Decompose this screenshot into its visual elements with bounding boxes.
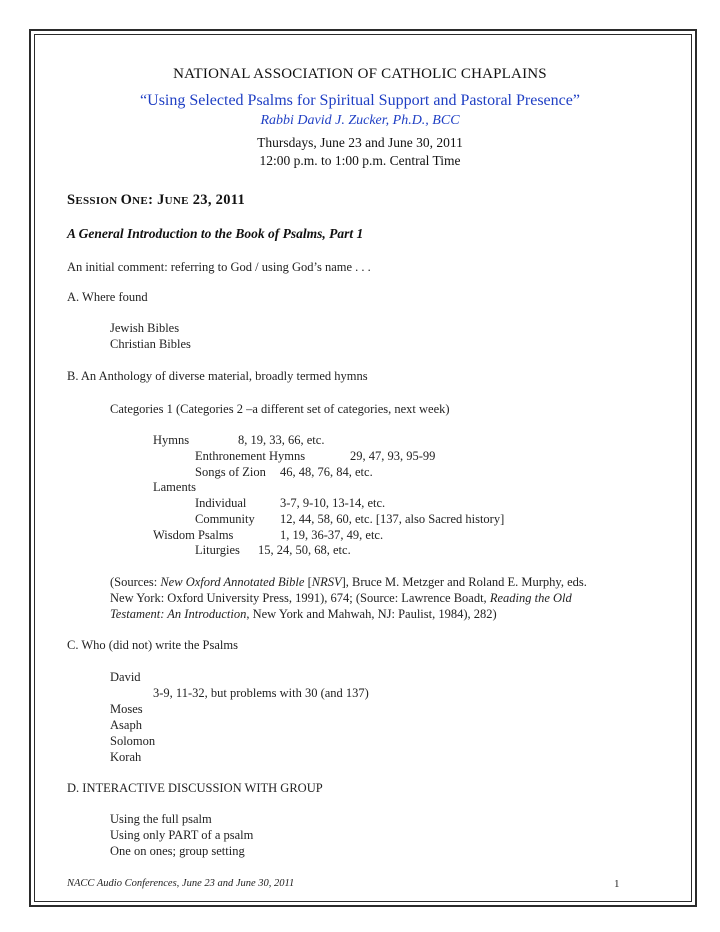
author-line: Rabbi David J. Zucker, Ph.D., BCC	[260, 113, 460, 128]
community-label: Community	[195, 512, 255, 526]
community-refs: 12, 44, 58, 60, etc. [137, also Sacred history]	[280, 512, 505, 526]
section-b-heading: B. An Anthology of diverse material, broadly termed hymns	[67, 369, 368, 383]
sources-line-1: (Sources: New Oxford Annotated Bible [NRSV], Bruce M. Metzger and Roland E. Murphy, eds.	[110, 575, 587, 589]
session-heading: SESSION ONE: JUNE 23, 2011	[67, 192, 246, 208]
list-item: Using the full psalm	[110, 812, 212, 826]
laments-label: Laments	[153, 480, 197, 494]
list-item: Christian Bibles	[110, 337, 191, 351]
sources-line-2: New York: Oxford University Press, 1991), 674; (Source: Lawrence Boadt, Reading the Old	[110, 591, 572, 605]
wisdom-refs: 1, 19, 36-37, 49, etc.	[280, 528, 384, 542]
initial-comment: An initial comment: referring to God / using God’s name . . .	[67, 260, 371, 274]
list-item: One on ones; group setting	[110, 844, 245, 858]
time-line: 12:00 p.m. to 1:00 p.m. Central Time	[259, 153, 461, 168]
page-number: 1	[614, 878, 620, 890]
liturgies-label: Liturgies	[195, 543, 240, 557]
list-item: Korah	[110, 750, 142, 764]
list-item: Using only PART of a psalm	[110, 828, 254, 842]
list-item: Solomon	[110, 734, 156, 748]
section-a-heading: A. Where found	[67, 290, 148, 304]
sources-line-3: Testament: An Introduction, New York and Mahwah, NJ: Paulist, 1984), 282)	[110, 607, 497, 621]
categories-line: Categories 1 (Categories 2 –a different set of categories, next week)	[110, 402, 450, 416]
enthronement-label: Enthronement Hymns	[195, 449, 306, 463]
hymns-label: Hymns	[153, 433, 190, 447]
liturgies-refs: 15, 24, 50, 68, etc.	[258, 543, 351, 557]
dates-line: Thursdays, June 23 and June 30, 2011	[257, 135, 463, 150]
organization-title: NATIONAL ASSOCIATION OF CATHOLIC CHAPLAINS	[173, 66, 547, 82]
section-d-heading: D. INTERACTIVE DISCUSSION WITH GROUP	[67, 781, 323, 795]
enthronement-refs: 29, 47, 93, 95-99	[350, 449, 436, 463]
list-item: Moses	[110, 702, 143, 716]
zion-refs: 46, 48, 76, 84, etc.	[280, 465, 373, 479]
zion-label: Songs of Zion	[195, 465, 266, 479]
section-c-heading: C. Who (did not) write the Psalms	[67, 638, 238, 652]
list-item: Asaph	[110, 718, 142, 732]
footer-text: NACC Audio Conferences, June 23 and June 30, 2011	[67, 878, 295, 889]
wisdom-label: Wisdom Psalms	[153, 528, 234, 542]
list-item: Jewish Bibles	[110, 321, 180, 335]
individual-refs: 3-7, 9-10, 13-14, etc.	[280, 496, 386, 510]
list-item: David	[110, 670, 141, 684]
david-note: 3-9, 11-32, but problems with 30 (and 137)	[153, 686, 369, 700]
introduction-title: A General Introduction to the Book of Psalms, Part 1	[67, 226, 364, 241]
individual-label: Individual	[195, 496, 247, 510]
hymns-refs: 8, 19, 33, 66, etc.	[238, 433, 325, 447]
presentation-title: “Using Selected Psalms for Spiritual Support and Pastoral Presence”	[140, 92, 580, 109]
